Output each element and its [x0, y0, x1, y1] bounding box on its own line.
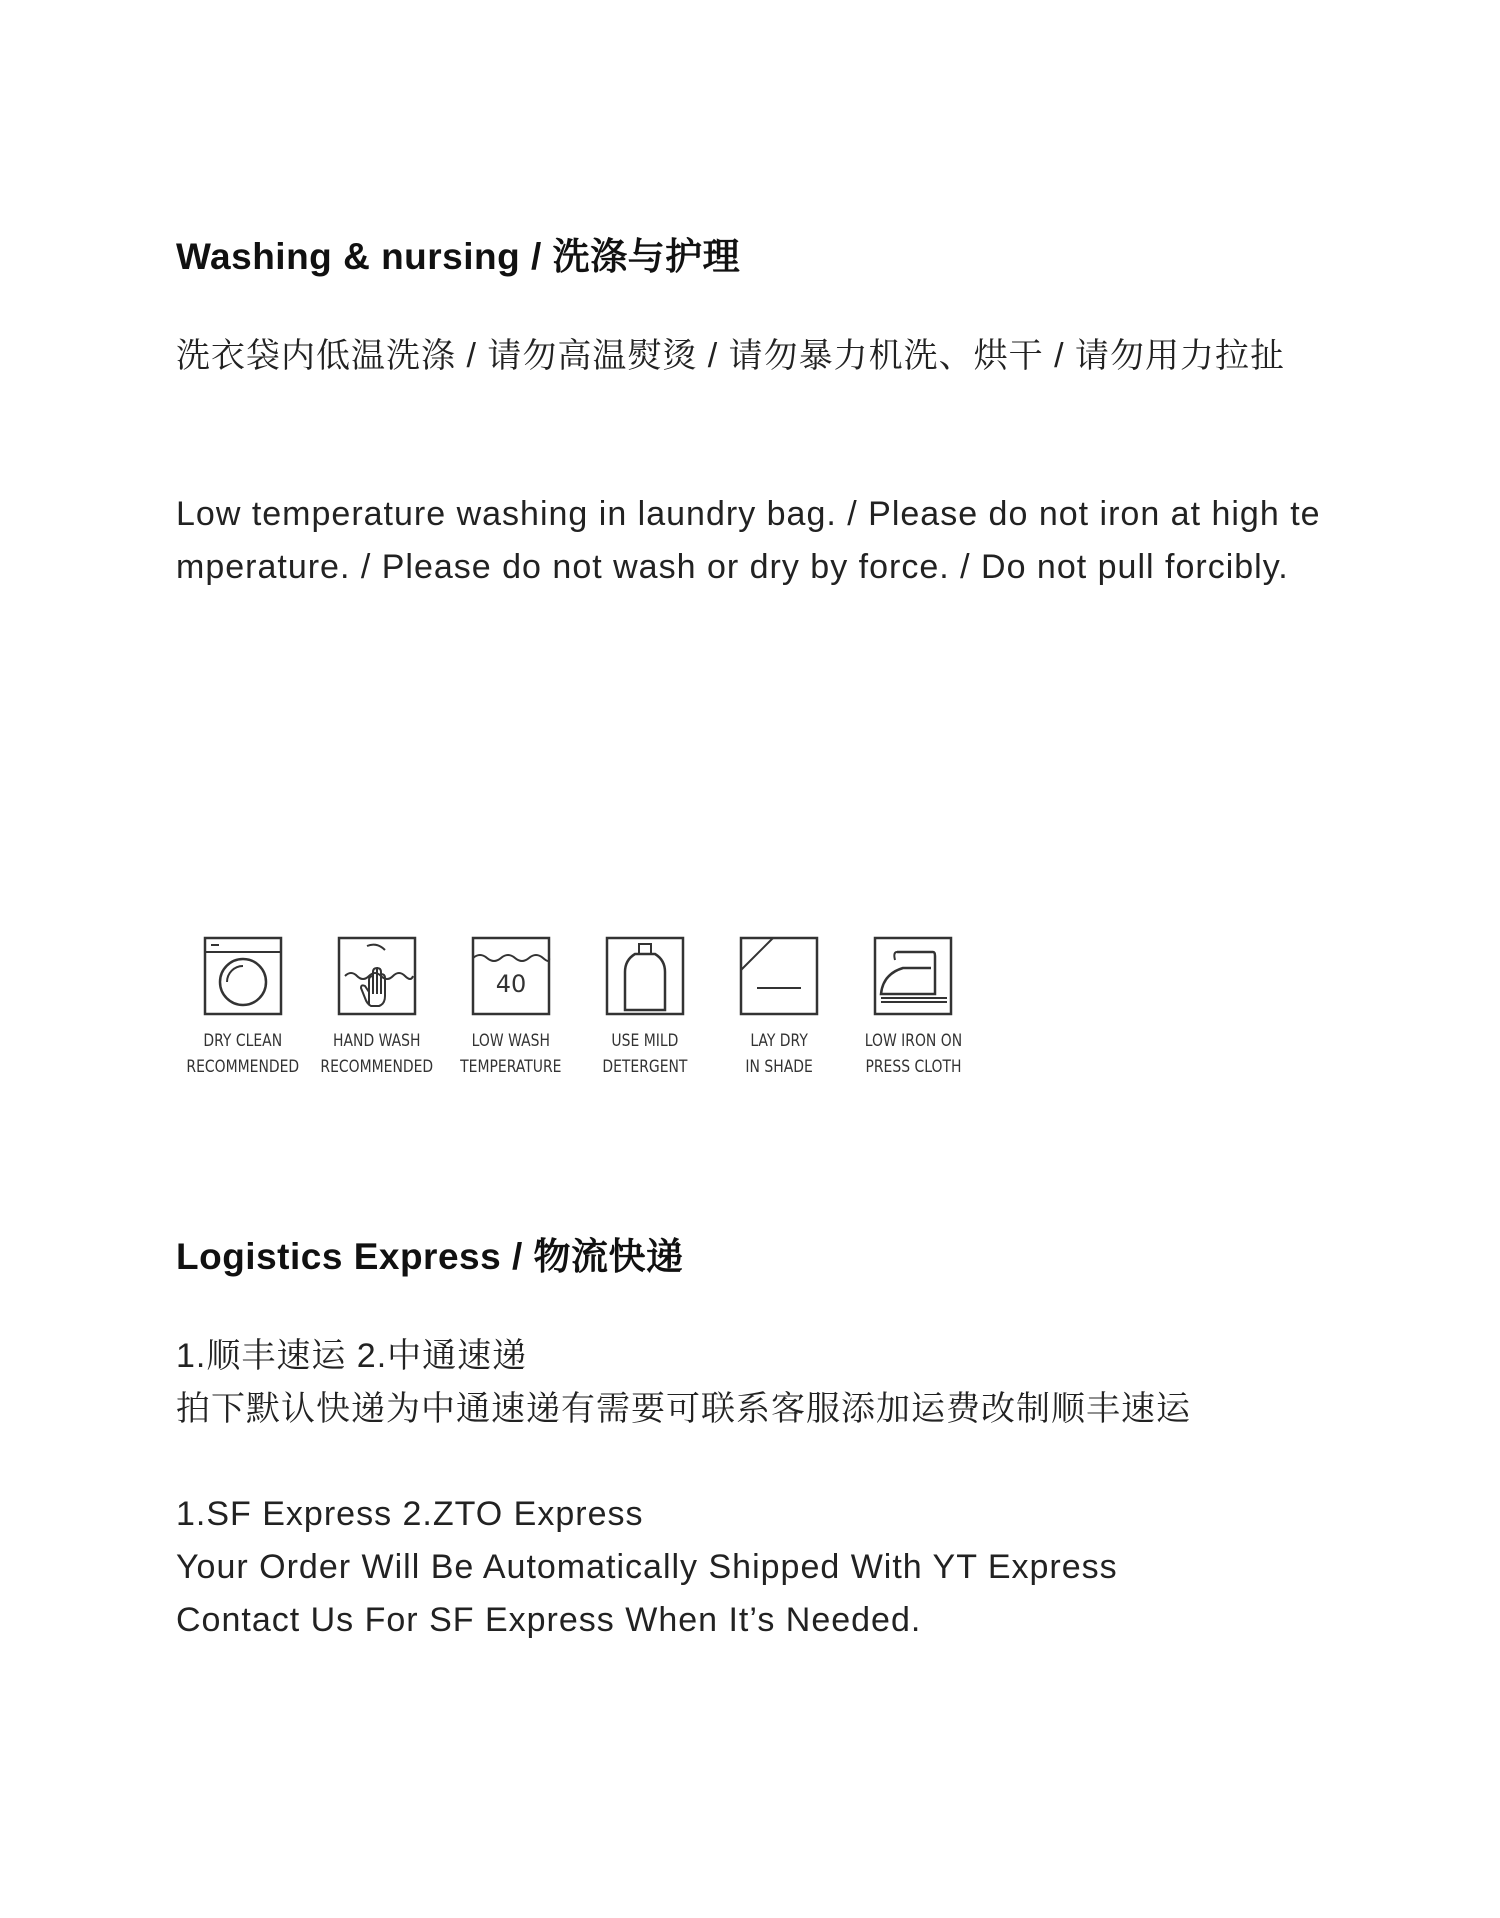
care-label-lay-dry: LAY DRY IN SHADE: [745, 1031, 813, 1077]
washing-instructions-en: Low temperature washing in laundry bag. / Please do not iron at high temperature. / Please do not wash or dry by force. / Do not pull forcibly.: [176, 495, 1321, 586]
svg-text:40: 40: [495, 970, 527, 998]
logistics-en-block: [176, 1488, 1346, 1647]
washing-section: [176, 226, 1346, 1077]
logistics-en-note-2: Contact Us For SF Express When It’s Needed.: [176, 1601, 922, 1639]
hand-wash-icon: [337, 936, 417, 1016]
care-symbols: [176, 936, 980, 1080]
logistics-zh-options: 1.顺丰速运 2.中通速递: [176, 1337, 528, 1375]
care-symbol-lay-dry: [712, 936, 846, 1080]
low-wash-temperature-icon: [471, 936, 551, 1016]
care-symbol-low-iron: [846, 936, 980, 1080]
dry-clean-icon: [203, 936, 283, 1016]
care-symbol-mild-detergent: [578, 936, 712, 1080]
washing-instructions-zh: 洗衣袋内低温洗涤 / 请勿高温熨烫 / 请勿暴力机洗、烘干 / 请勿用力拉扯: [176, 337, 1286, 375]
care-label-dry-clean: DRY CLEAN RECOMMENDED: [186, 1031, 300, 1077]
care-label-mild-detergent: USE MILD DETERGENT: [602, 1031, 688, 1077]
logistics-section: [176, 1226, 1346, 1639]
care-label-hand-wash: HAND WASH RECOMMENDED: [320, 1031, 434, 1077]
washing-heading: Washing & nursing / 洗涤与护理: [176, 236, 741, 277]
care-symbol-dry-clean: [176, 936, 310, 1080]
logistics-en-note-1: Your Order Will Be Automatically Shipped With YT Express: [176, 1548, 1118, 1586]
logistics-zh-block: [176, 1330, 1346, 1436]
logistics-en-options: 1.SF Express 2.ZTO Express: [176, 1495, 644, 1533]
care-symbol-hand-wash: [310, 936, 444, 1080]
logistics-heading: Logistics Express / 物流快递: [176, 1236, 684, 1277]
logistics-zh-note: 拍下默认快递为中通速递有需要可联系客服添加运费改制顺丰速运: [176, 1390, 1191, 1428]
mild-detergent-icon: [605, 936, 685, 1016]
care-symbol-low-wash: [444, 936, 578, 1080]
low-iron-press-cloth-icon: [873, 936, 953, 1016]
care-label-low-wash: LOW WASH TEMPERATURE: [460, 1031, 562, 1077]
care-label-low-iron: LOW IRON ON PRESS CLOTH: [864, 1031, 962, 1077]
lay-dry-in-shade-icon: [739, 936, 819, 1016]
